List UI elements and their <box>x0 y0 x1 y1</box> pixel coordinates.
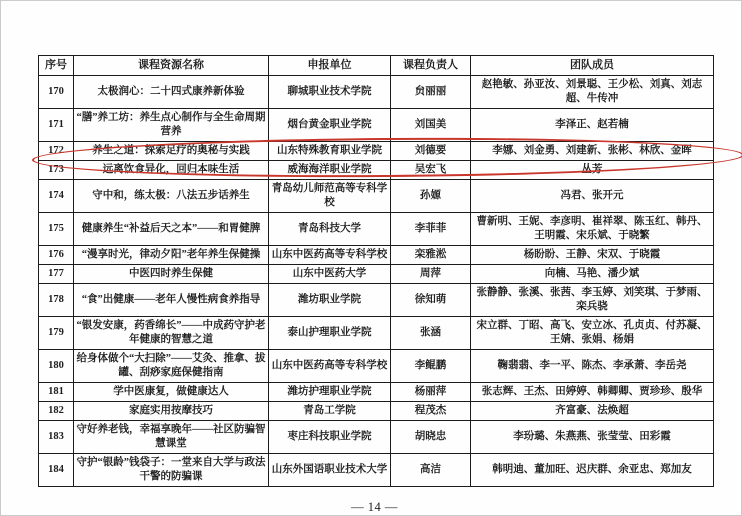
col-header-applicant-unit: 申报单位 <box>269 56 391 76</box>
cell-serial-no: 178 <box>39 284 74 317</box>
cell-applicant-unit: 烟台黄金职业学院 <box>269 109 391 142</box>
table-row <box>39 317 714 350</box>
cell-serial-no: 171 <box>39 109 74 142</box>
cell-course-name: 守护“银龄”钱袋子：一堂来自大学与政法干警的防骗课 <box>74 454 269 487</box>
table-row <box>39 161 714 180</box>
cell-course-leader: 周萍 <box>391 265 471 284</box>
course-resource-table <box>38 55 714 487</box>
cell-serial-no: 177 <box>39 265 74 284</box>
cell-serial-no: 180 <box>39 350 74 383</box>
cell-team-members: 张静静、张溪、张茜、李玉婷、刘笑琪、于梦雨、栾兵骁 <box>471 284 714 317</box>
cell-course-leader: 高洁 <box>391 454 471 487</box>
cell-serial-no: 184 <box>39 454 74 487</box>
table-row <box>39 109 714 142</box>
table-row <box>39 383 714 402</box>
cell-course-name: “膳”养工坊：养生点心制作与全生命周期营养 <box>74 109 269 142</box>
cell-serial-no: 173 <box>39 161 74 180</box>
cell-applicant-unit: 山东中医药高等专科学校 <box>269 246 391 265</box>
cell-course-leader: 胡晓忠 <box>391 421 471 454</box>
cell-course-name: 守中和，练太极：八法五步话养生 <box>74 180 269 213</box>
cell-course-leader: 张涵 <box>391 317 471 350</box>
table-row <box>39 213 714 246</box>
cell-course-leader: 刘德要 <box>391 142 471 161</box>
cell-team-members: 丛芳 <box>471 161 714 180</box>
cell-applicant-unit: 青岛科技大学 <box>269 213 391 246</box>
cell-applicant-unit: 枣庄科技职业学院 <box>269 421 391 454</box>
table-header-row <box>39 56 714 76</box>
cell-applicant-unit: 山东中医药高等专科学校 <box>269 350 391 383</box>
cell-serial-no: 179 <box>39 317 74 350</box>
cell-serial-no: 170 <box>39 76 74 109</box>
cell-serial-no: 172 <box>39 142 74 161</box>
cell-course-leader: 杨丽萍 <box>391 383 471 402</box>
cell-applicant-unit: 山东特殊教育职业学院 <box>269 142 391 161</box>
col-header-team-members: 团队成员 <box>471 56 714 76</box>
cell-course-name: 家庭实用按摩技巧 <box>74 402 269 421</box>
cell-serial-no: 175 <box>39 213 74 246</box>
table-row <box>39 284 714 317</box>
cell-team-members: 杨盼盼、王静、宋双、于晓霞 <box>471 246 714 265</box>
page-number: — 14 — <box>351 500 398 514</box>
cell-applicant-unit: 泰山护理职业学院 <box>269 317 391 350</box>
col-header-course-name: 课程资源名称 <box>74 56 269 76</box>
cell-course-leader: 李鲲鹏 <box>391 350 471 383</box>
cell-team-members: 鞠翡翡、李一平、陈杰、李承萧、李岳尧 <box>471 350 714 383</box>
table-row <box>39 76 714 109</box>
cell-course-leader: 李菲菲 <box>391 213 471 246</box>
cell-applicant-unit: 青岛幼儿师范高等专科学校 <box>269 180 391 213</box>
cell-serial-no: 174 <box>39 180 74 213</box>
cell-applicant-unit: 聊城职业技术学院 <box>269 76 391 109</box>
cell-applicant-unit: 山东中医药大学 <box>269 265 391 284</box>
cell-serial-no: 183 <box>39 421 74 454</box>
cell-course-name: 远离饮食异化，回归本味生活 <box>74 161 269 180</box>
table-row <box>39 265 714 284</box>
cell-course-name: 太极润心：二十四式康养新体验 <box>74 76 269 109</box>
cell-serial-no: 176 <box>39 246 74 265</box>
cell-team-members: 李娜、刘金勇、刘建新、张彬、林欣、金晖 <box>471 142 714 161</box>
cell-applicant-unit: 潍坊护理职业学院 <box>269 383 391 402</box>
table-row <box>39 350 714 383</box>
table-row <box>39 402 714 421</box>
cell-applicant-unit: 青岛工学院 <box>269 402 391 421</box>
cell-team-members: 向楠、马艳、潘少斌 <box>471 265 714 284</box>
cell-team-members: 冯君、张开元 <box>471 180 714 213</box>
cell-team-members: 韩明迪、董加旺、迟庆群、余亚忠、郑加友 <box>471 454 714 487</box>
cell-course-name: 给身体做个“大扫除”——艾灸、推拿、拔罐、刮痧家庭保健指南 <box>74 350 269 383</box>
cell-serial-no: 181 <box>39 383 74 402</box>
cell-course-name: 健康养生“补益后天之本”——和胃健脾 <box>74 213 269 246</box>
cell-serial-no: 182 <box>39 402 74 421</box>
cell-course-leader: 程茂杰 <box>391 402 471 421</box>
cell-applicant-unit: 山东外国语职业技术大学 <box>269 454 391 487</box>
cell-course-leader: 栾雅淞 <box>391 246 471 265</box>
cell-course-name: 守好养老钱，幸福享晚年——社区防骗智慧课堂 <box>74 421 269 454</box>
table-row <box>39 180 714 213</box>
table-row <box>39 142 714 161</box>
cell-course-leader: 贠丽丽 <box>391 76 471 109</box>
col-header-serial-no: 序号 <box>39 56 74 76</box>
col-header-course-leader: 课程负责人 <box>391 56 471 76</box>
cell-course-name: 中医四时养生保健 <box>74 265 269 284</box>
cell-team-members: 李玢璐、朱燕燕、张莹莹、田彩霞 <box>471 421 714 454</box>
cell-course-leader: 孙嫄 <box>391 180 471 213</box>
cell-course-leader: 徐知萌 <box>391 284 471 317</box>
table-row <box>39 246 714 265</box>
cell-course-name: “银发安康，药香绵长”——中成药守护老年健康的智慧之道 <box>74 317 269 350</box>
cell-team-members: 张志辉、王杰、田婷婷、韩卿卿、贾珍珍、殷华 <box>471 383 714 402</box>
cell-applicant-unit: 威海海洋职业学院 <box>269 161 391 180</box>
cell-team-members: 宋立群、丁昭、高飞、安立冰、孔贞贞、付苏凝、王婧、张娟、杨娟 <box>471 317 714 350</box>
cell-course-name: 养生之道：探索足疗的奥秘与实践 <box>74 142 269 161</box>
cell-team-members: 齐富豪、法焕超 <box>471 402 714 421</box>
cell-team-members: 曹新明、王妮、李彦明、崔祥翠、陈玉红、韩丹、王明霞、宋乐斌、于晓繁 <box>471 213 714 246</box>
cell-course-name: 学中医康复，做健康达人 <box>74 383 269 402</box>
cell-course-leader: 吴宏飞 <box>391 161 471 180</box>
table-row <box>39 421 714 454</box>
cell-course-name: “漫享时光，律动夕阳”老年养生保健操 <box>74 246 269 265</box>
table-row <box>39 454 714 487</box>
cell-applicant-unit: 潍坊职业学院 <box>269 284 391 317</box>
cell-course-leader: 刘国美 <box>391 109 471 142</box>
cell-team-members: 李泽正、赵若楠 <box>471 109 714 142</box>
cell-team-members: 赵艳敏、孙亚汝、刘景聪、王少松、刘真、刘志超、牛传冲 <box>471 76 714 109</box>
cell-course-name: “食”出健康——老年人慢性病食养指导 <box>74 284 269 317</box>
